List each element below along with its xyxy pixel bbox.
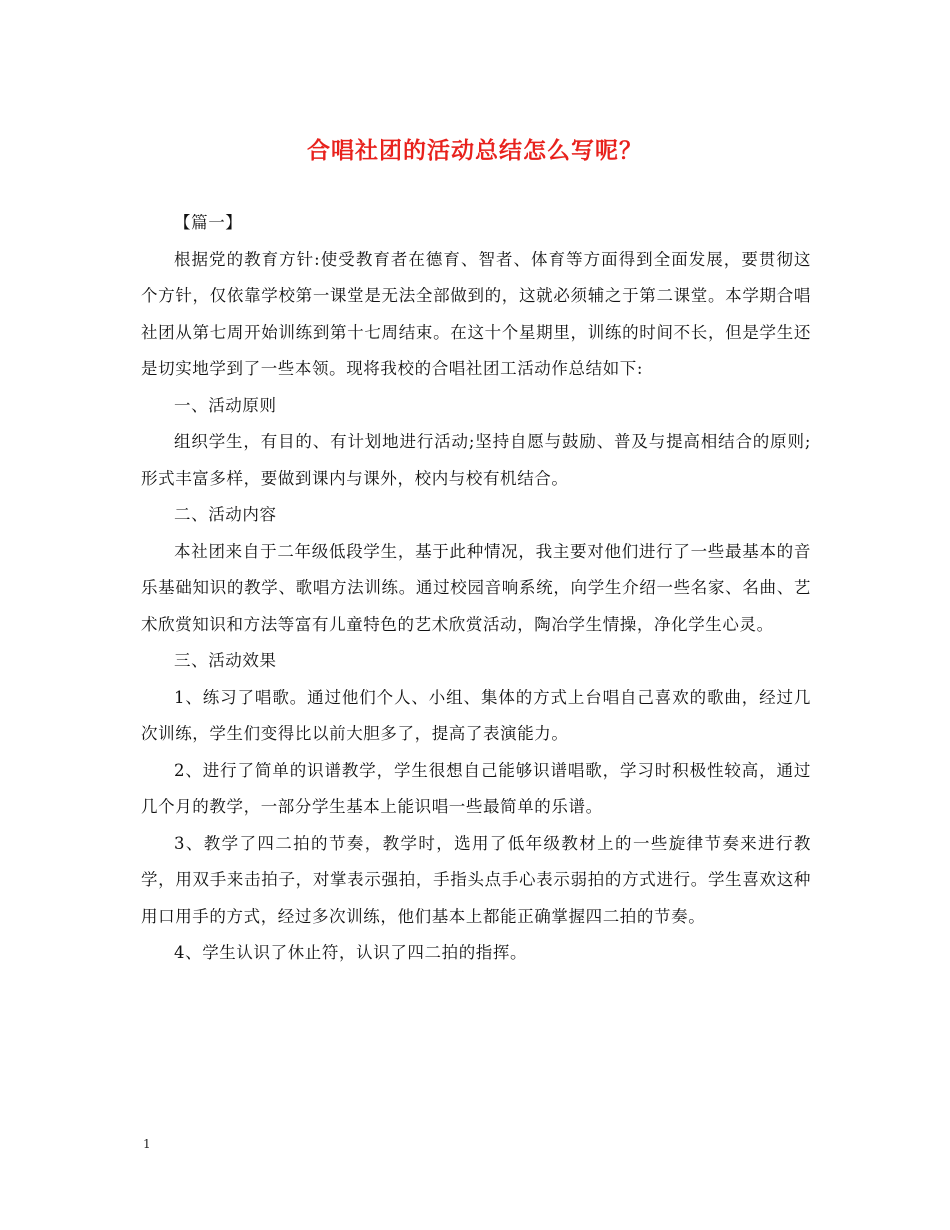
section-label-part-one: 【篇一】 <box>174 213 243 232</box>
document-title: 合唱社团的活动总结怎么写呢？ <box>307 138 643 164</box>
page-number: 1 <box>143 1137 151 1151</box>
heading-activity-principle: 一、活动原则 <box>174 395 277 415</box>
heading-activity-content: 二、活动内容 <box>174 505 277 524</box>
paragraph-intro: 根据党的教育方针:使受教育者在德育、智者、体育等方面得到全面发展，要贯彻这个方针，仅依靠学校第一课堂是无法全部做到的，这就必须辅之于第二课堂。本学期合唱社团从第七周开始训练到第十七周结束。在这十个星期里，训练的时间不长，但是学生还是切实地学到了一些本领。现将我校的合唱社团工活动作总结如下: <box>141 249 811 378</box>
document-body <box>141 205 811 972</box>
paragraph-content: 本社团来自于二年级低段学生，基于此种情况，我主要对他们进行了一些最基本的音乐基础知识的教学、歌唱方法训练。通过校园音响系统，向学生介绍一些名家、名曲、艺术欣赏知识和方法等富有儿童特色的艺术欣赏活动，陶冶学生情操，净化学生心灵。 <box>141 541 811 634</box>
paragraph-effect-3: 3、教学了四二拍的节奏，教学时，选用了低年级教材上的一些旋律节奏来进行教学，用双手来击拍子，对掌表示强拍，手指头点手心表示弱拍的方式进行。学生喜欢这种用口用手的方式，经过多次训练，他们基本上都能正确掌握四二拍的节奏。 <box>141 833 811 926</box>
heading-activity-effect: 三、活动效果 <box>174 651 277 670</box>
paragraph-effect-4: 4、学生认识了休止符，认识了四二拍的指挥。 <box>174 943 528 962</box>
paragraph-effect-2: 2、进行了简单的识谱教学，学生很想自己能够识谱唱歌，学习时积极性较高，通过几个月的教学，一部分学生基本上能识唱一些最简单的乐谱。 <box>141 760 811 816</box>
paragraph-effect-1: 1、练习了唱歌。通过他们个人、小组、集体的方式上台唱自己喜欢的歌曲，经过几次训练，学生们变得比以前大胆多了，提高了表演能力。 <box>141 687 811 743</box>
paragraph-principle: 组织学生，有目的、有计划地进行活动;坚持自愿与鼓励、普及与提高相结合的原则;形式丰富多样，要做到课内与课外，校内与校有机结合。 <box>141 432 811 488</box>
